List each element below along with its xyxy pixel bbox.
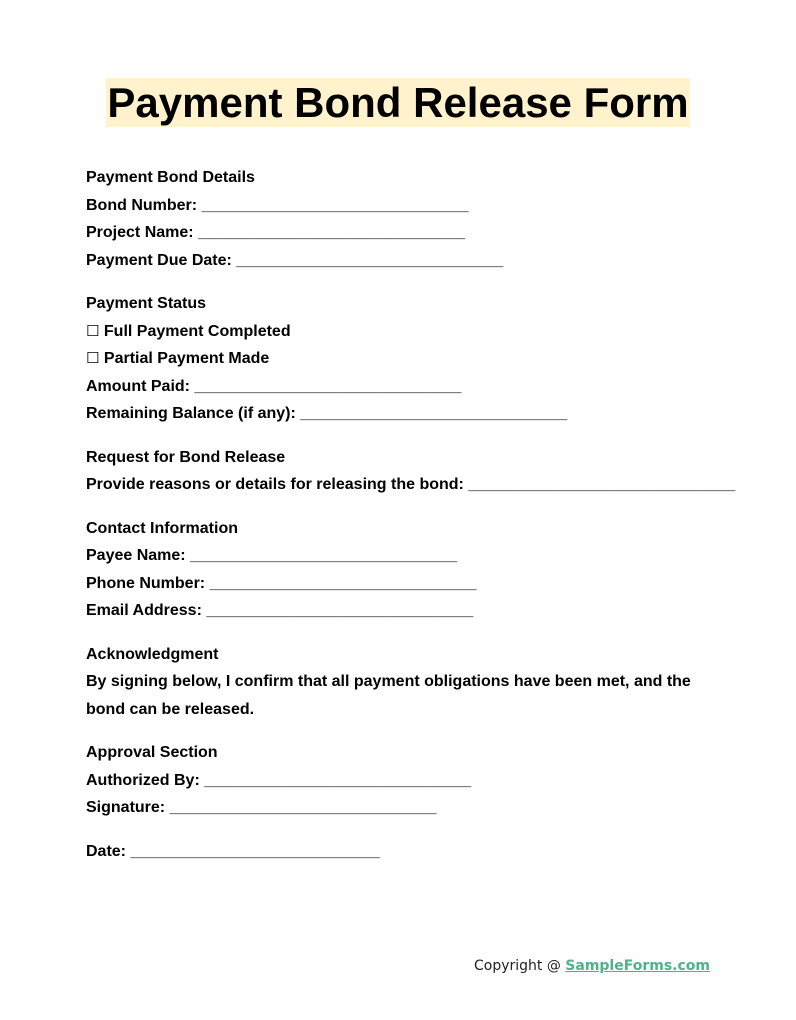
date-label: Date: — [86, 842, 127, 860]
spacer — [86, 274, 726, 290]
bond-number-row — [86, 192, 726, 220]
acknowledgment-text: By signing below, I confirm that all payment obligations have been met, and the bond can be released. — [86, 673, 691, 718]
partial-payment-label: Partial Payment Made — [103, 350, 270, 367]
authorized-by-row — [86, 767, 726, 795]
due-date-field[interactable]: ______________________________ — [236, 251, 504, 269]
project-name-label: Project Name: — [86, 224, 194, 241]
amount-paid-row — [86, 373, 726, 401]
payee-name-row — [86, 542, 726, 570]
due-date-label: Payment Due Date: — [86, 251, 232, 269]
signature-field[interactable]: ______________________________ — [169, 799, 437, 816]
spacer — [86, 428, 726, 444]
remaining-balance-row — [86, 400, 726, 428]
section-heading-contact: Contact Information — [86, 519, 238, 537]
phone-number-row — [86, 570, 726, 598]
payee-name-label: Payee Name: — [86, 547, 186, 564]
partial-payment-checkbox[interactable]: ☐ — [86, 349, 100, 367]
project-name-row — [86, 219, 726, 247]
email-address-label: Email Address: — [86, 602, 202, 619]
amount-paid-label: Amount Paid: — [86, 377, 190, 395]
signature-row — [86, 794, 726, 822]
amount-paid-field[interactable]: ______________________________ — [194, 377, 462, 395]
copyright-footer — [474, 958, 710, 974]
remaining-balance-label: Remaining Balance (if any): — [86, 405, 296, 422]
section-heading-payment-status: Payment Status — [86, 295, 207, 312]
bond-number-label: Bond Number: — [86, 196, 198, 214]
section-heading-approval: Approval Section — [86, 744, 218, 761]
project-name-field[interactable]: ______________________________ — [198, 224, 465, 241]
reasons-field[interactable]: ______________________________ — [468, 476, 736, 493]
phone-number-field[interactable]: ______________________________ — [209, 574, 477, 592]
reasons-label: Provide reasons or details for releasing the bond: — [86, 476, 464, 493]
authorized-by-field[interactable]: ______________________________ — [204, 771, 472, 789]
payee-name-field[interactable]: ______________________________ — [190, 547, 458, 564]
form-body — [86, 164, 736, 865]
email-address-row — [86, 597, 726, 625]
section-heading-acknowledgment: Acknowledgment — [86, 645, 219, 663]
date-field[interactable]: ____________________________ — [130, 842, 380, 860]
spacer — [86, 499, 726, 515]
reasons-row — [86, 471, 736, 499]
page-title: Payment Bond Release Form — [107, 79, 689, 126]
spacer — [86, 822, 726, 838]
authorized-by-label: Authorized By: — [86, 771, 200, 789]
date-row — [86, 838, 726, 866]
phone-number-label: Phone Number: — [86, 574, 206, 592]
copyright-prefix: Copyright @ — [473, 958, 566, 974]
spacer — [86, 724, 726, 739]
email-address-field[interactable]: ______________________________ — [206, 602, 474, 619]
section-heading-request: Request for Bond Release — [86, 448, 286, 466]
bond-number-field[interactable]: ______________________________ — [201, 196, 469, 214]
partial-payment-row — [86, 345, 726, 373]
full-payment-label: Full Payment Completed — [103, 322, 291, 340]
full-payment-row — [86, 318, 726, 346]
section-heading-bond-details: Payment Bond Details — [86, 169, 255, 186]
brand-link[interactable]: SampleForms.com — [565, 958, 710, 974]
title-container — [0, 78, 796, 127]
due-date-row — [86, 247, 726, 275]
full-payment-checkbox[interactable]: ☐ — [86, 321, 100, 340]
spacer — [86, 625, 726, 641]
remaining-balance-field[interactable]: ______________________________ — [300, 405, 568, 422]
signature-label: Signature: — [86, 799, 166, 816]
